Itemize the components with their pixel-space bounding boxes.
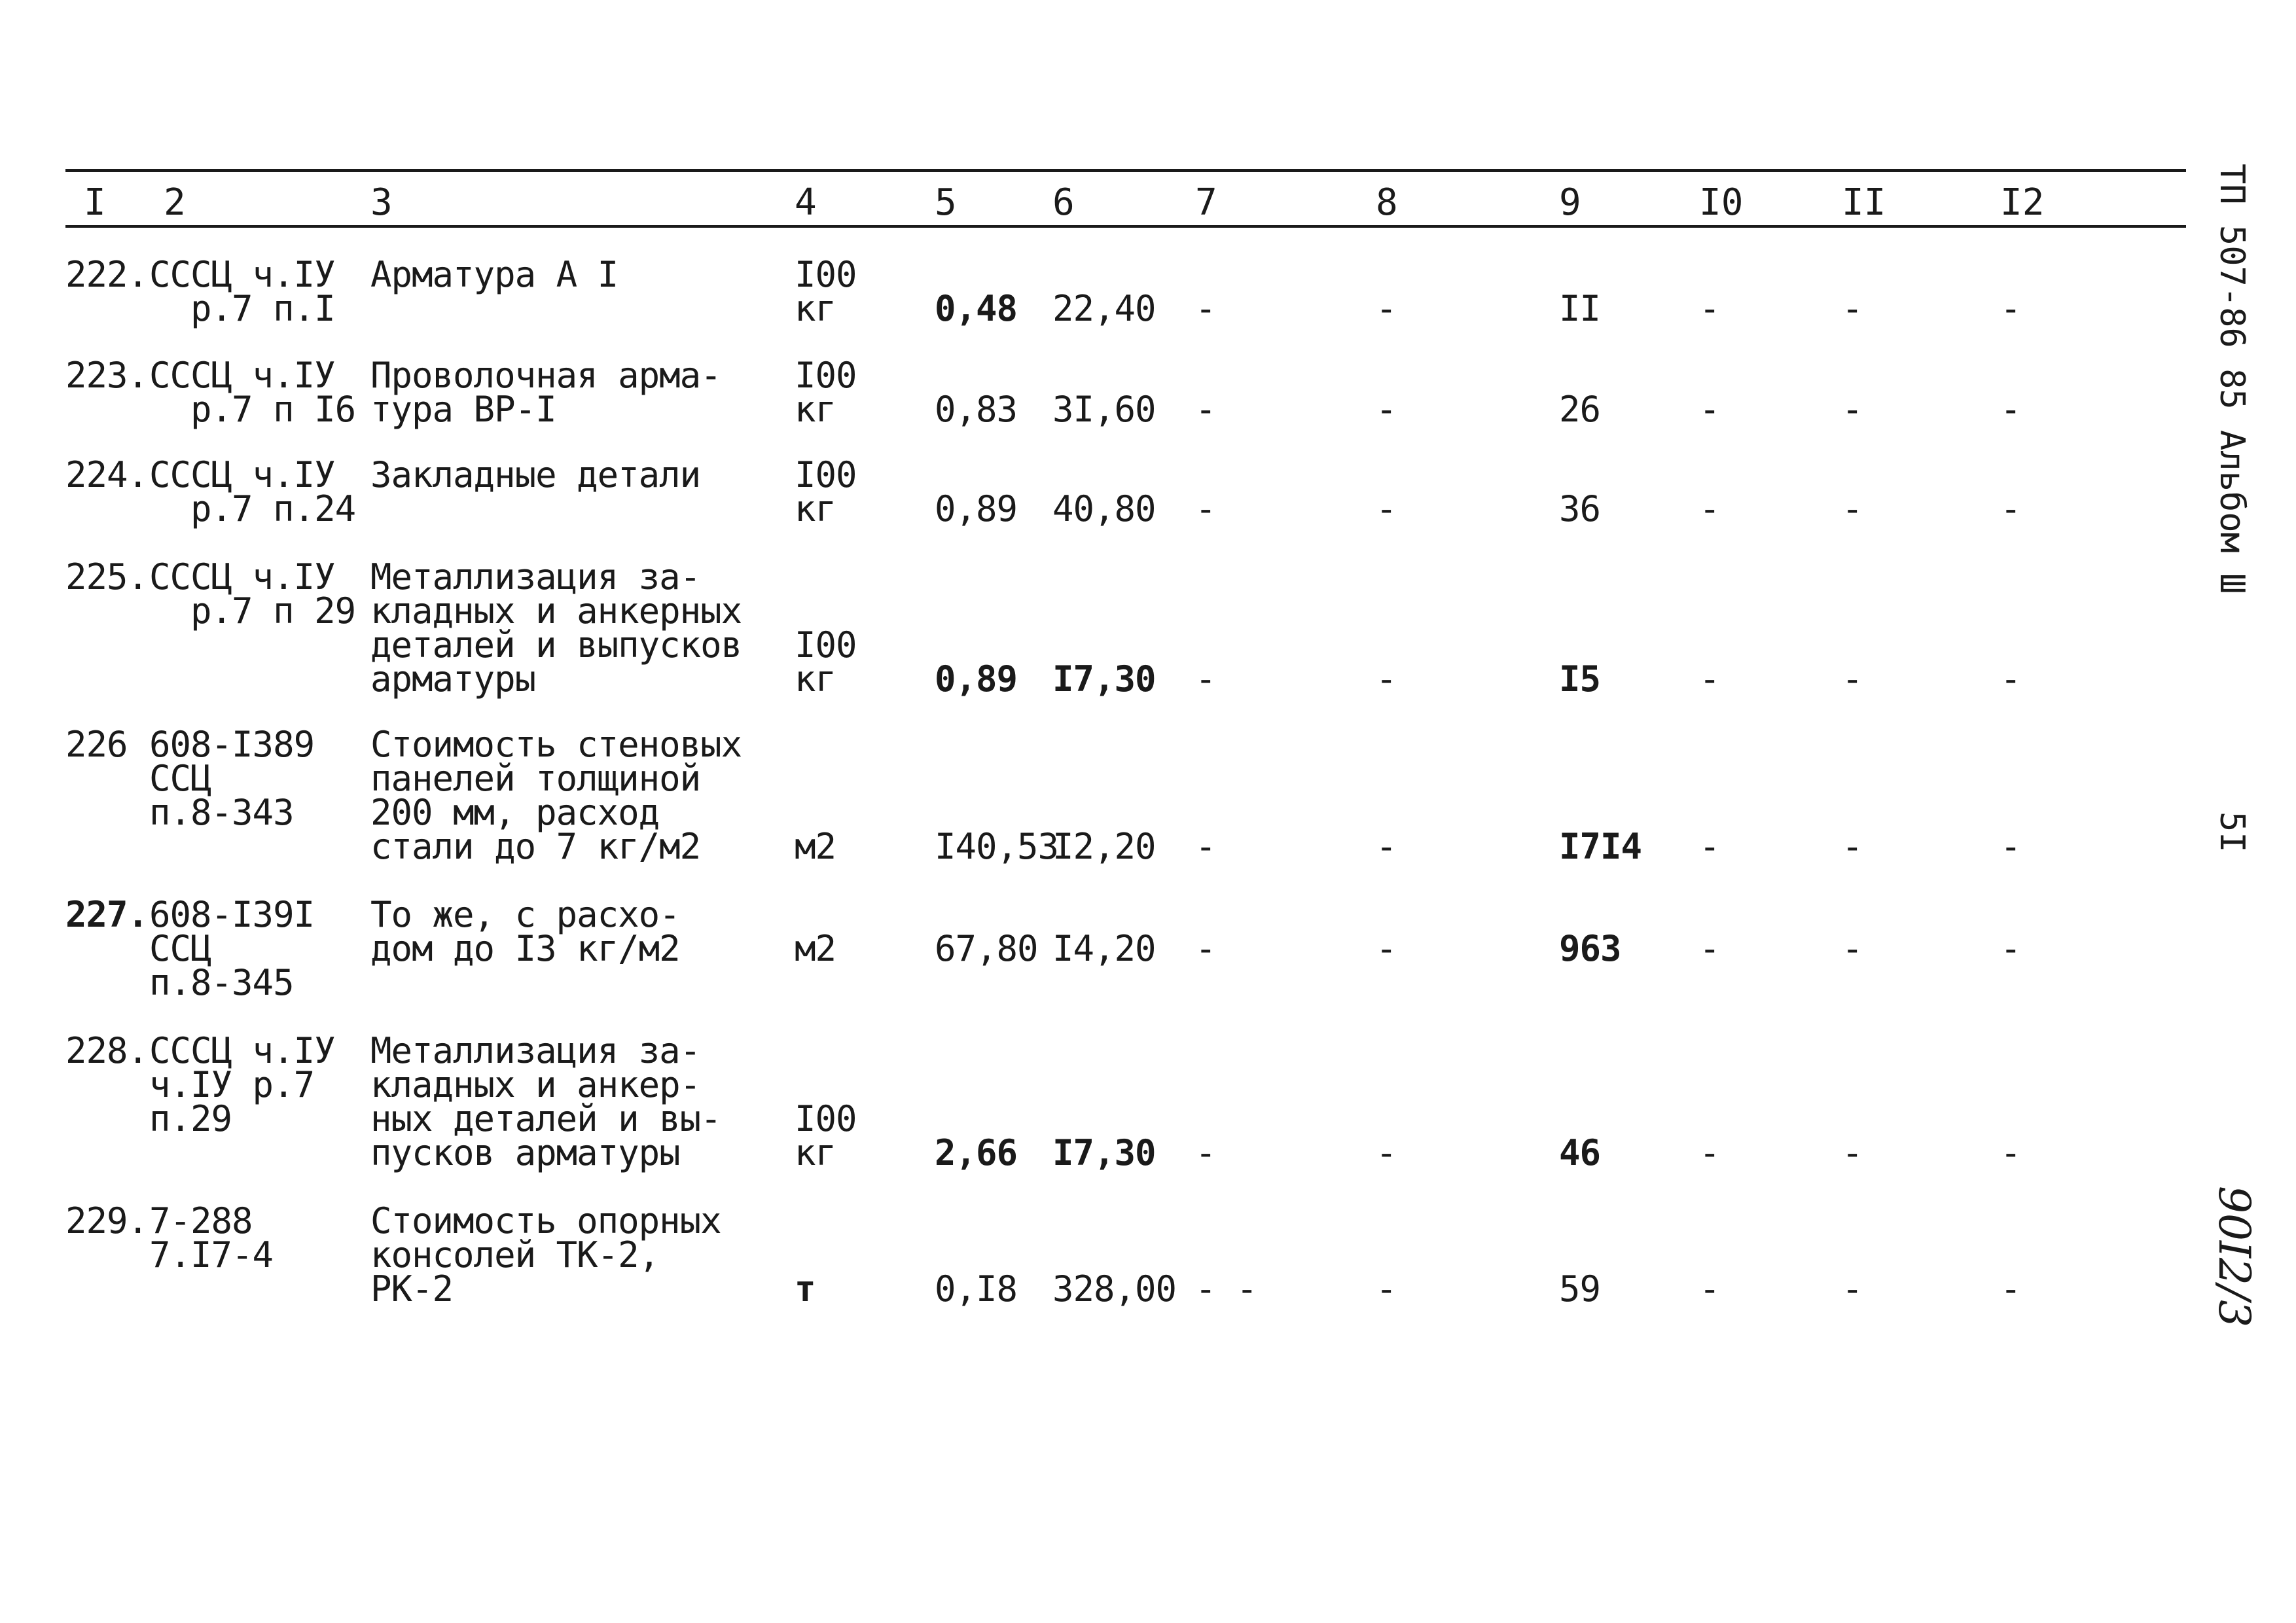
row-col12: - [2000, 826, 2021, 867]
row-col12: - [2000, 389, 2021, 430]
row-desc-line: Металлизация за- [370, 556, 701, 597]
row-unit-line: кг [795, 1132, 836, 1173]
row-col9: I5 [1559, 658, 1601, 700]
row-col8: - [1376, 928, 1397, 969]
row-col7: - [1195, 389, 1216, 430]
row-col11: - [1842, 389, 1863, 430]
header-col-3: 3 [370, 181, 393, 224]
row-number: 226 [65, 724, 128, 765]
row-code-line: п.29 [149, 1098, 232, 1139]
row-number: 228. [65, 1030, 149, 1071]
row-col9: 963 [1559, 928, 1621, 969]
row-col9: 59 [1559, 1268, 1601, 1310]
row-col10: - [1699, 928, 1720, 969]
row-col11: - [1842, 826, 1863, 867]
row-desc-line: дом до I3 кг/м2 [370, 928, 680, 969]
margin-page-number: 5I [2212, 812, 2251, 853]
row-code-line: п.8-343 [149, 792, 294, 833]
row-col12: - [2000, 1268, 2021, 1310]
row-col11: - [1842, 488, 1863, 529]
row-col6: 22,40 [1052, 288, 1156, 329]
row-desc-line: стали до 7 кг/м2 [370, 826, 701, 867]
row-number: 222. [65, 254, 149, 295]
row-desc-line: Металлизация за- [370, 1030, 701, 1071]
row-col7: - - [1195, 1268, 1257, 1310]
row-unit-line: I00 [795, 454, 857, 495]
row-col5: 0,48 [935, 288, 1018, 329]
row-code-line: СССЦ ч.IУ [149, 1030, 335, 1071]
row-code-line: ч.IУ р.7 [149, 1064, 315, 1105]
row-desc-line: Стоимость стеновых [370, 724, 742, 765]
header-col-1: I [84, 181, 106, 224]
row-desc-line: арматуры [370, 658, 536, 700]
row-col10: - [1699, 1132, 1720, 1173]
row-col9: I7I4 [1559, 826, 1642, 867]
row-code-line: р.7 п.24 [149, 488, 356, 529]
header-rule [65, 225, 2186, 228]
row-col8: - [1376, 658, 1397, 700]
row-col8: - [1376, 1132, 1397, 1173]
row-desc-line: ных деталей и вы- [370, 1098, 721, 1139]
row-unit-line: кг [795, 389, 836, 430]
row-code-line: СССЦ ч.IУ [149, 556, 335, 597]
header-col-6: 6 [1052, 181, 1075, 224]
row-desc-line: Стоимость опорных [370, 1200, 721, 1241]
row-col5: 0,89 [935, 488, 1018, 529]
row-col10: - [1699, 826, 1720, 867]
header-col-11: II [1842, 181, 1886, 224]
row-col7: - [1195, 288, 1216, 329]
row-code-line: п.8-345 [149, 962, 294, 1003]
row-col7: - [1195, 1132, 1216, 1173]
row-code-line: р.7 п.I [149, 288, 335, 329]
row-desc-line: кладных и анкерных [370, 590, 742, 632]
row-desc-line: консолей ТК-2, [370, 1234, 660, 1275]
row-col10: - [1699, 288, 1720, 329]
row-desc-line: Проволочная арма- [370, 355, 721, 396]
header-col-8: 8 [1376, 181, 1398, 224]
row-code-line: 608-I39I [149, 894, 315, 935]
row-number: 224. [65, 454, 149, 495]
row-col9: II [1559, 288, 1601, 329]
row-unit-line: I00 [795, 254, 857, 295]
row-code-line: СССЦ ч.IУ [149, 254, 335, 295]
row-unit-line: т [795, 1268, 816, 1310]
row-col8: - [1376, 288, 1397, 329]
row-col11: - [1842, 288, 1863, 329]
row-col12: - [2000, 658, 2021, 700]
row-desc-line: панелей толщиной [370, 758, 701, 799]
row-desc-line: пусков арматуры [370, 1132, 680, 1173]
row-col12: - [2000, 488, 2021, 529]
header-col-10: I0 [1699, 181, 1744, 224]
row-col7: - [1195, 488, 1216, 529]
row-unit-line: кг [795, 658, 836, 700]
row-unit-line: I00 [795, 355, 857, 396]
row-code-line: ССЦ [149, 928, 211, 969]
row-number: 223. [65, 355, 149, 396]
row-col6: 40,80 [1052, 488, 1156, 529]
row-number: 229. [65, 1200, 149, 1241]
row-col7: - [1195, 826, 1216, 867]
row-desc-line: РК-2 [370, 1268, 454, 1310]
row-col6: I2,20 [1052, 826, 1156, 867]
row-code-line: СССЦ ч.IУ [149, 454, 335, 495]
row-col8: - [1376, 389, 1397, 430]
row-code-line: р.7 п 29 [149, 590, 356, 632]
row-code-line: 7.I7-4 [149, 1234, 274, 1275]
row-col11: - [1842, 1268, 1863, 1310]
row-code-line: СССЦ ч.IУ [149, 355, 335, 396]
row-col5: I40,53 [935, 826, 1059, 867]
row-col7: - [1195, 928, 1216, 969]
row-col5: 0,83 [935, 389, 1018, 430]
row-col12: - [2000, 928, 2021, 969]
row-unit-line: м2 [795, 928, 836, 969]
row-desc-line: кладных и анкер- [370, 1064, 701, 1105]
row-desc-line: деталей и выпусков [370, 624, 742, 666]
row-col10: - [1699, 488, 1720, 529]
top-rule [65, 169, 2186, 172]
row-col10: - [1699, 658, 1720, 700]
row-unit-line: I00 [795, 1098, 857, 1139]
row-col11: - [1842, 1132, 1863, 1173]
row-col12: - [2000, 1132, 2021, 1173]
row-desc-line: тура ВР-I [370, 389, 556, 430]
row-col12: - [2000, 288, 2021, 329]
row-code-line: 7-288 [149, 1200, 253, 1241]
row-desc-line: Закладные детали [370, 454, 701, 495]
row-col6: I7,30 [1052, 658, 1156, 700]
row-col6: 3I,60 [1052, 389, 1156, 430]
row-desc-line: 200 мм, расход [370, 792, 660, 833]
row-col10: - [1699, 389, 1720, 430]
row-desc-line: Арматура А I [370, 254, 619, 295]
header-col-12: I2 [2000, 181, 2045, 224]
row-col10: - [1699, 1268, 1720, 1310]
row-col5: 67,80 [935, 928, 1038, 969]
header-col-5: 5 [935, 181, 957, 224]
row-col9: 36 [1559, 488, 1601, 529]
margin-handwritten-mark: 90I2/3 [2209, 1186, 2259, 1328]
row-col8: - [1376, 826, 1397, 867]
row-col6: 328,00 [1052, 1268, 1177, 1310]
row-unit-line: кг [795, 488, 836, 529]
row-unit-line: м2 [795, 826, 836, 867]
row-col9: 26 [1559, 389, 1601, 430]
header-col-2: 2 [164, 181, 186, 224]
header-col-9: 9 [1559, 181, 1581, 224]
row-col6: I4,20 [1052, 928, 1156, 969]
row-code-line: р.7 п I6 [149, 389, 356, 430]
row-code-line: 608-I389 [149, 724, 315, 765]
row-number: 227. [65, 894, 149, 935]
row-unit-line: I00 [795, 624, 857, 666]
row-col8: - [1376, 1268, 1397, 1310]
row-col7: - [1195, 658, 1216, 700]
margin-document-reference: ТП 507-86 85 Альбом Ш [2212, 164, 2251, 594]
row-col9: 46 [1559, 1132, 1601, 1173]
row-col11: - [1842, 658, 1863, 700]
row-col8: - [1376, 488, 1397, 529]
row-col5: 2,66 [935, 1132, 1018, 1173]
row-col11: - [1842, 928, 1863, 969]
row-unit-line: кг [795, 288, 836, 329]
header-col-7: 7 [1195, 181, 1217, 224]
row-col6: I7,30 [1052, 1132, 1156, 1173]
header-col-4: 4 [795, 181, 817, 224]
row-col5: 0,I8 [935, 1268, 1018, 1310]
row-desc-line: То же, с расхо- [370, 894, 680, 935]
row-col5: 0,89 [935, 658, 1018, 700]
row-code-line: ССЦ [149, 758, 211, 799]
row-number: 225. [65, 556, 149, 597]
